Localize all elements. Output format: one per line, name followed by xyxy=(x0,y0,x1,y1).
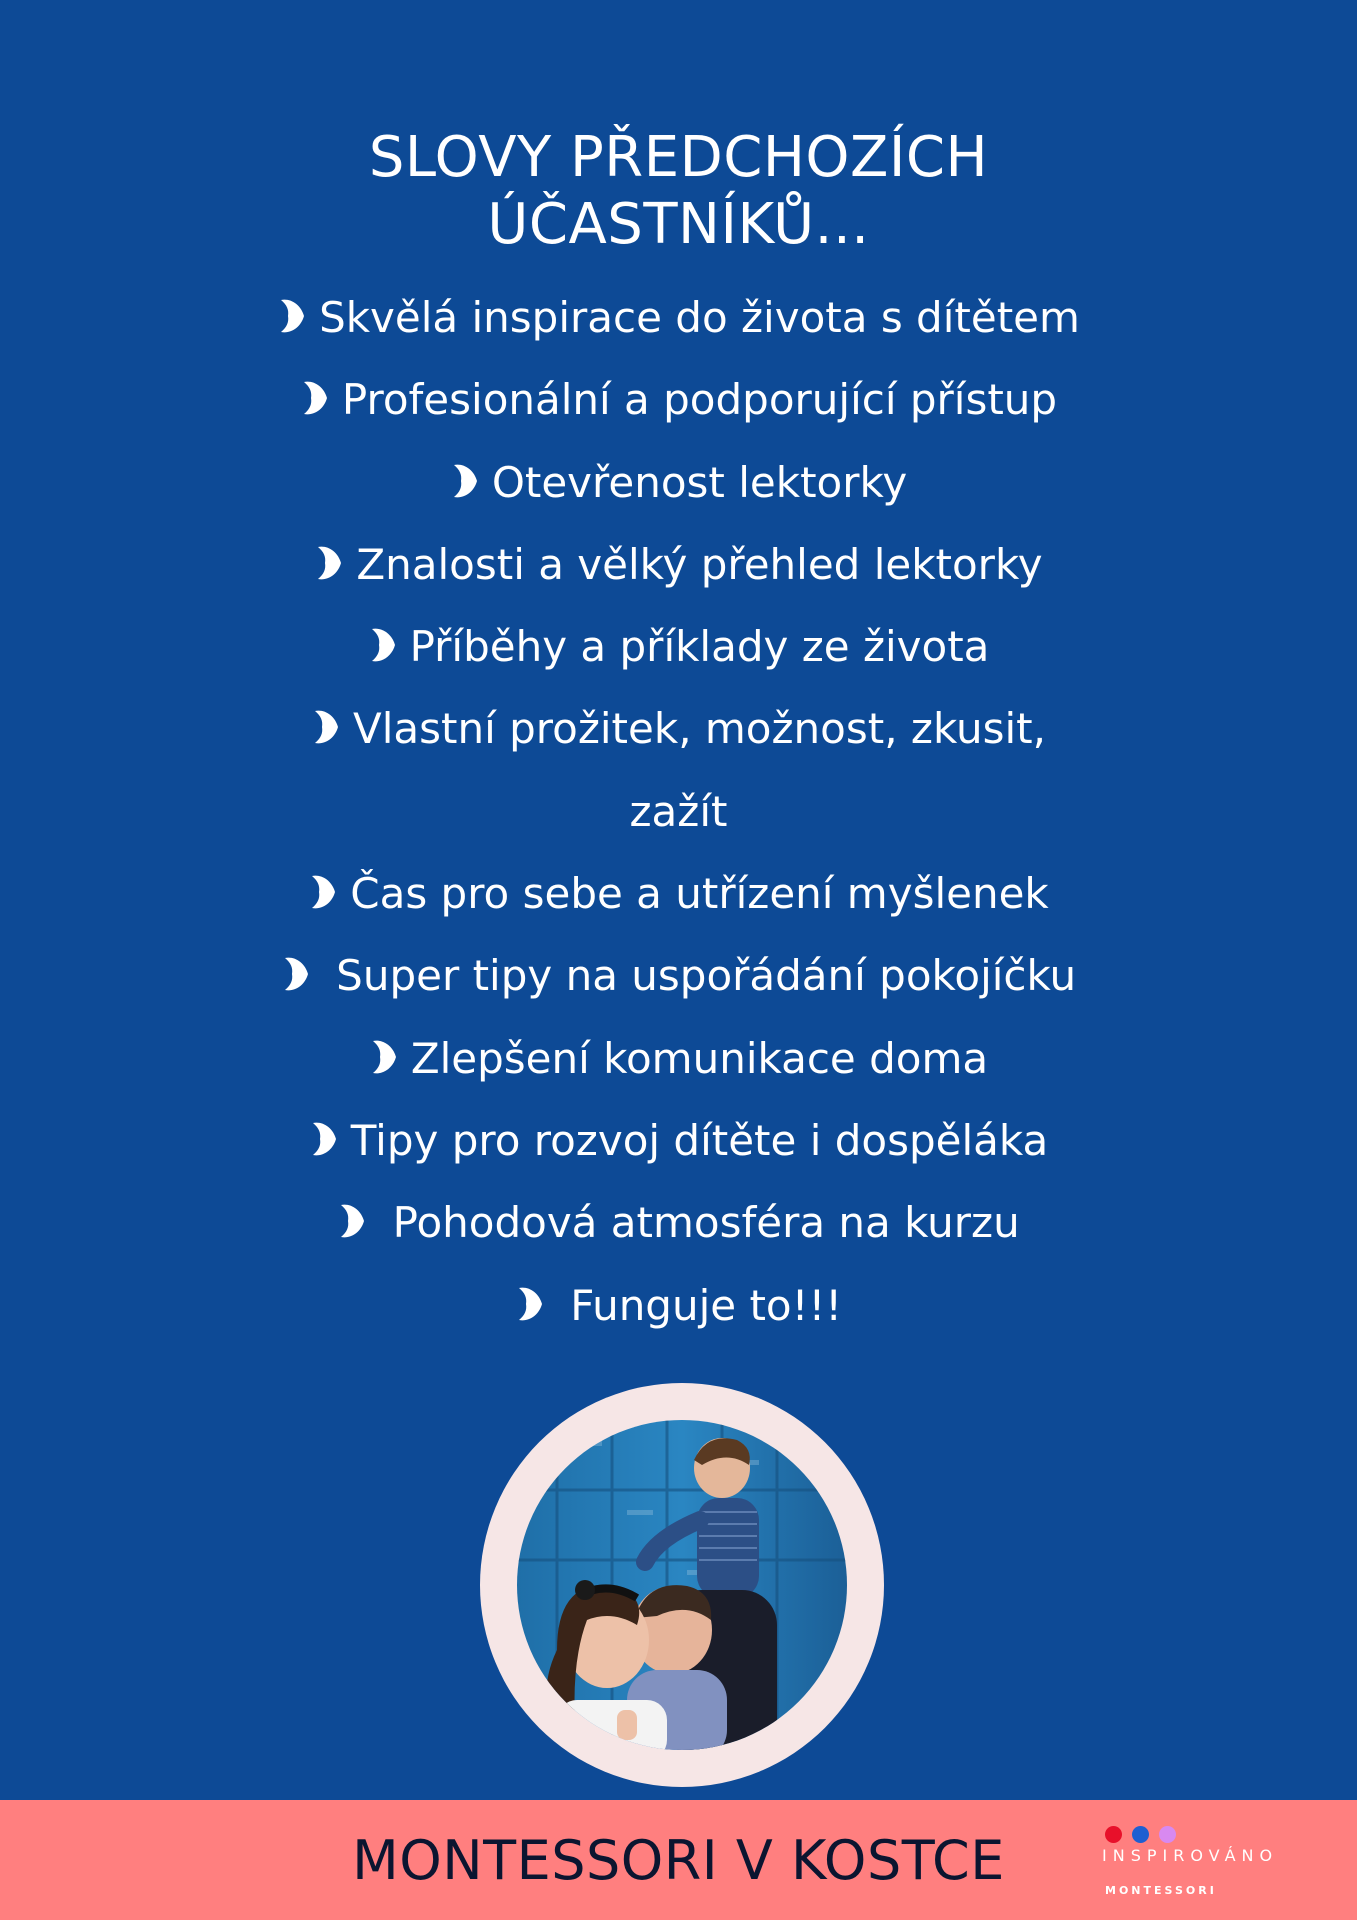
footer-title: MONTESSORI V KOSTCE xyxy=(352,1829,1005,1892)
list-item-text: Tipy pro rozvoj dítěte i dospěláka xyxy=(350,1115,1049,1165)
footer-banner xyxy=(0,1800,1357,1920)
heart-bullet-icon xyxy=(277,297,307,335)
brand-logo xyxy=(1100,1826,1340,1906)
list-item-text: Otevřenost lektorky xyxy=(491,457,908,507)
list-item-text: Pohodová atmosféra na kurzu xyxy=(379,1198,1020,1248)
list-item xyxy=(269,688,1089,853)
list-item xyxy=(0,935,1357,1017)
logo-text-bottom: MONTESSORI xyxy=(1105,1884,1217,1897)
heart-bullet-icon xyxy=(450,462,480,500)
list-item xyxy=(0,442,1357,524)
list-item-text: Vlastní prožitek, možnost, zkusit, zažít xyxy=(353,704,1046,836)
list-item xyxy=(0,277,1357,359)
list-item xyxy=(0,359,1357,441)
page-title-line-2: ÚČASTNÍKŮ... xyxy=(487,191,870,257)
logo-dot-red xyxy=(1105,1826,1122,1843)
heart-bullet-icon xyxy=(314,544,344,582)
list-item xyxy=(0,1018,1357,1100)
family-photo-frame xyxy=(480,1383,884,1787)
heart-bullet-icon xyxy=(309,1120,339,1158)
heart-bullet-icon xyxy=(308,873,338,911)
page-title xyxy=(0,124,1357,258)
list-item xyxy=(0,606,1357,688)
list-item xyxy=(0,1265,1357,1347)
logo-text-top: INSPIROVÁNO xyxy=(1102,1846,1279,1865)
list-item-text: Funguje to!!! xyxy=(556,1280,843,1330)
heart-bullet-icon xyxy=(369,1038,399,1076)
list-item xyxy=(0,853,1357,935)
heart-bullet-icon xyxy=(300,379,330,417)
logo-dot-violet xyxy=(1159,1826,1176,1843)
list-item-text: Zlepšení komunikace doma xyxy=(410,1033,989,1083)
list-item-text: Příběhy a příklady ze života xyxy=(409,622,990,672)
heart-bullet-icon xyxy=(281,955,311,993)
list-item xyxy=(0,1182,1357,1264)
logo-dot-blue xyxy=(1132,1826,1149,1843)
testimonial-list xyxy=(0,277,1357,1347)
list-item-text: Profesionální a podporující přístup xyxy=(341,375,1058,425)
heart-bullet-icon xyxy=(515,1285,545,1323)
list-item-text: Znalosti a vělký přehled lektorky xyxy=(356,539,1043,589)
heart-bullet-icon xyxy=(337,1202,367,1240)
page-title-line-1: SLOVY PŘEDCHOZÍCH xyxy=(368,124,989,190)
list-item-text: Super tipy na uspořádání pokojíčku xyxy=(322,951,1077,1001)
list-item-text: Čas pro sebe a utřízení myšlenek xyxy=(350,869,1049,919)
heart-bullet-icon xyxy=(368,626,398,664)
list-item-text: Skvělá inspirace do života s dítětem xyxy=(319,293,1080,342)
list-item xyxy=(0,1100,1357,1182)
family-photo xyxy=(517,1420,847,1750)
heart-bullet-icon xyxy=(311,708,341,746)
list-item xyxy=(0,524,1357,606)
